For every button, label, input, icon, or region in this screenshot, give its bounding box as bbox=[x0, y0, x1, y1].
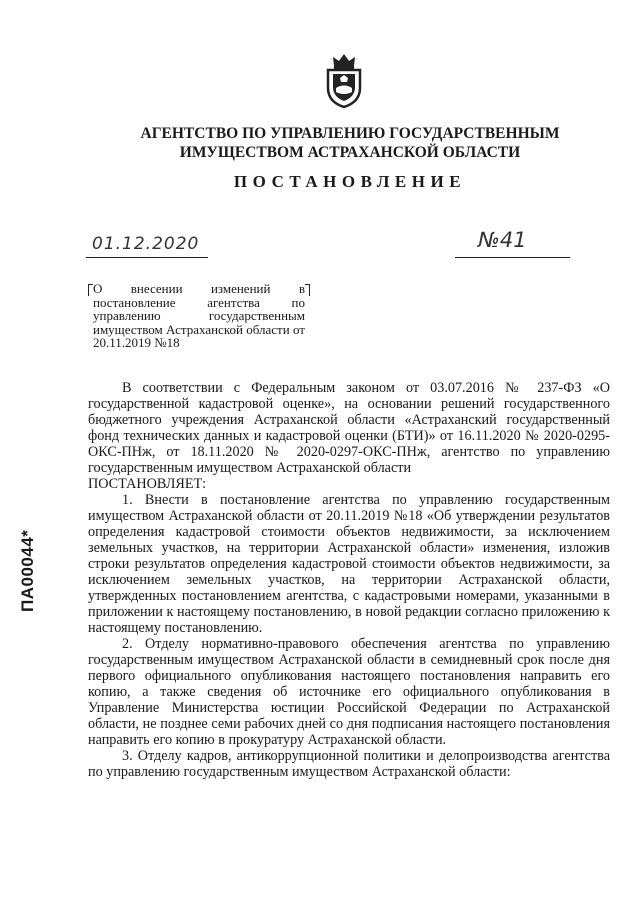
paragraph-2: 2. Отделу нормативно-правового обеспечения агентства по управлению государственным имуществом Астраханской области в семидневный срок после дня первого официального опубликования настоящего постановления направить его копию, а также сведения об источнике его официального опубликования в Управление Министерства юстиции Российской Федерации по Астраханской области, не позднее семи рабочих дней со дня подписания настоящего постановления направить его копию в прокуратуру Астраханской области. bbox=[88, 636, 610, 748]
subject-bracket-right bbox=[305, 284, 310, 296]
date-underline bbox=[86, 257, 208, 258]
registration-stamp bbox=[18, 529, 48, 632]
document-number: №41 bbox=[478, 228, 527, 252]
coat-of-arms-icon bbox=[322, 52, 366, 108]
intro-paragraph: В соответствии с Федеральным законом от 03.07.2016 № 237-ФЗ «О государственной кадастровой оценке», на основании решений государственного бюджетного учреждения Астраханской области «Астраханский государственный фонд технических данных и кадастровой оценки (БТИ)» от 16.11.2020 № 2020-0295-ОКС-ПНж, от 18.11.2020 № 2020-0297-ОКС-ПНж, агентство по управлению государственным имуществом Астраханской области bbox=[88, 380, 610, 476]
decree-word: ПОСТАНОВЛЯЕТ: bbox=[88, 476, 207, 492]
subject-bracket-left bbox=[88, 284, 93, 296]
document-date: 01.12.2020 bbox=[92, 234, 200, 254]
registration-stamp-text: ПА00044* bbox=[18, 529, 37, 612]
paragraph-1: 1. Внести в постановление агентства по управлению государственным имуществом Астраханской области от 20.11.2019 №18 «Об утверждении результатов определения кадастровой стоимости объектов недвижимости, за исключением земельных участков, на территории Астраханской области» изменения, изложив строки результатов определения кадастровой стоимости объектов недвижимости, за исключением земельных участков, на территории Астраханской области, утвержденных постановлением агентства, с кадастровыми номерами, указанными в приложении к настоящему постановлению, в новой редакции согласно приложению к настоящему постановлению. bbox=[88, 492, 610, 636]
agency-name-line2: ИМУЩЕСТВОМ АСТРАХАНСКОЙ ОБЛАСТИ bbox=[179, 144, 521, 161]
paragraph-3: 3. Отделу кадров, антикоррупционной политики и делопроизводства агентства по управлению государственным имуществом Астраханской области: bbox=[88, 748, 610, 780]
number-underline bbox=[455, 257, 570, 258]
document-type: ПОСТАНОВЛЕНИЕ bbox=[233, 172, 467, 191]
subject-text: О внесении изменений в постановление агентства по управлению государственным имуществом Астраханской области от 20.11.2019 №18 bbox=[93, 281, 305, 351]
document-body bbox=[88, 380, 610, 780]
agency-name-line1: АГЕНТСТВО ПО УПРАВЛЕНИЮ ГОСУДАРСТВЕННЫМ bbox=[140, 125, 560, 142]
document-subject bbox=[93, 282, 305, 350]
